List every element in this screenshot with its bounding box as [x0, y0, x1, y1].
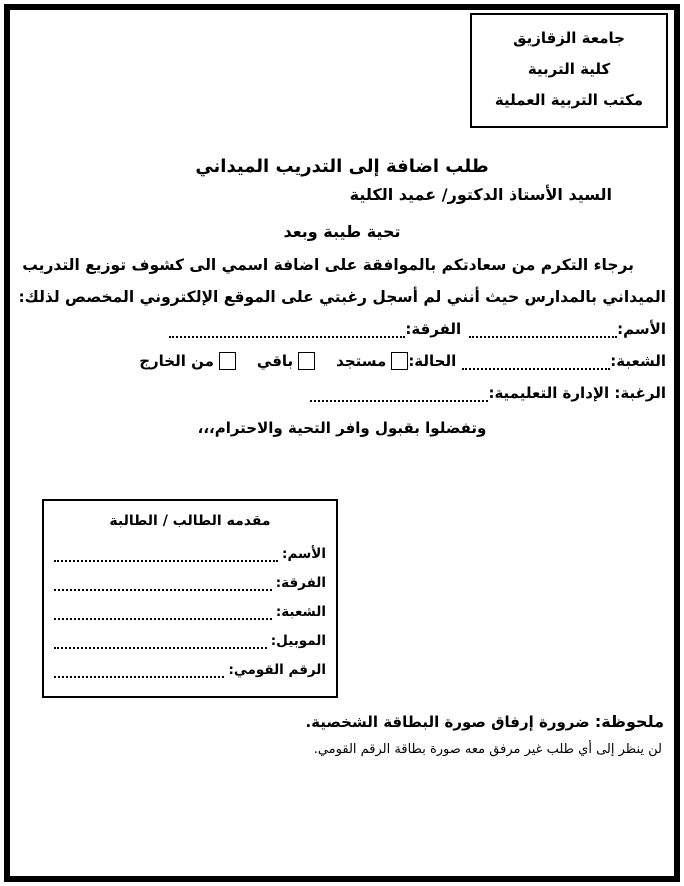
note-line-1	[16, 710, 668, 734]
addressee-line: السيد الأستاذ الدكتور/ عميد الكلية	[349, 185, 612, 204]
student-info-box	[42, 499, 338, 698]
closing-line: وتفضلوا بقبول وافر التحية والاحترام،،،	[197, 419, 487, 437]
name-field-label: الأسم:	[617, 320, 666, 338]
grade-dotted-blank	[169, 336, 405, 338]
note-line-2: لن ينظر إلى أي طلب غير مرفق معه صورة بطاقة الرقم القومي.	[313, 742, 662, 757]
page-content	[10, 10, 674, 764]
section-dotted-blank	[462, 368, 610, 370]
field-row-wish	[16, 377, 668, 409]
section-field-label: الشعبة:	[610, 352, 666, 370]
note-label: ملحوظة:	[594, 712, 664, 731]
status-option-new: مستجد	[336, 352, 387, 370]
status-option-external: من الخارج	[139, 352, 214, 370]
student-name-dotted-blank	[54, 560, 278, 562]
student-national-id-label: الرقم القومي:	[228, 661, 326, 678]
wish-dotted-blank	[310, 400, 488, 402]
student-mobile-dotted-blank	[54, 647, 267, 649]
status-option-repeating: باقي	[256, 352, 294, 370]
student-name-label: الأسم:	[282, 545, 326, 562]
request-body-line-1: برجاء التكرم من سعادتكم بالموافقة على اضافة اسمي الى كشوف توزيع التدريب	[22, 256, 634, 274]
salutation-line: تحية طيبة وبعد	[283, 222, 401, 241]
student-box-title: مقدمه الطالب / الطالبة	[109, 513, 271, 529]
status-field-label: الحالة:	[408, 352, 457, 370]
document-title: طلب اضافة إلى التدريب الميداني	[195, 156, 489, 177]
student-row-section	[54, 597, 326, 626]
student-row-name	[54, 539, 326, 568]
organization-header-box	[470, 13, 668, 128]
status-checkbox-new	[391, 352, 408, 370]
request-body-line-2: الميداني بالمدارس حيث أنني لم أسجل رغبتي على الموقع الإلكتروني المخصص لذلك:	[18, 288, 666, 306]
office-name: مكتب التربية العملية	[494, 91, 644, 109]
faculty-name: كلية التربية	[527, 60, 611, 78]
name-dotted-blank	[469, 336, 617, 338]
student-grade-label: الفرقة:	[275, 574, 326, 591]
status-checkbox-repeating	[298, 352, 315, 370]
page-border-frame	[4, 4, 680, 882]
student-grade-dotted-blank	[54, 589, 272, 591]
student-section-dotted-blank	[54, 618, 272, 620]
student-row-mobile	[54, 626, 326, 655]
wish-field-label: الرغبة: الإدارة التعليمية:	[488, 384, 666, 402]
student-national-id-dotted-blank	[54, 676, 224, 678]
note-text: ضرورة إرفاق صورة البطاقة الشخصية.	[305, 713, 595, 731]
student-section-label: الشعبة:	[275, 603, 326, 620]
status-checkbox-external	[219, 352, 236, 370]
grade-field-label: الفرقة:	[405, 320, 462, 338]
field-row-section-status	[16, 345, 668, 377]
student-row-grade	[54, 568, 326, 597]
university-name: جامعة الزقازيق	[513, 29, 625, 47]
student-row-national-id	[54, 655, 326, 684]
field-row-name-grade	[16, 313, 668, 345]
student-mobile-label: الموبيل:	[270, 632, 326, 649]
